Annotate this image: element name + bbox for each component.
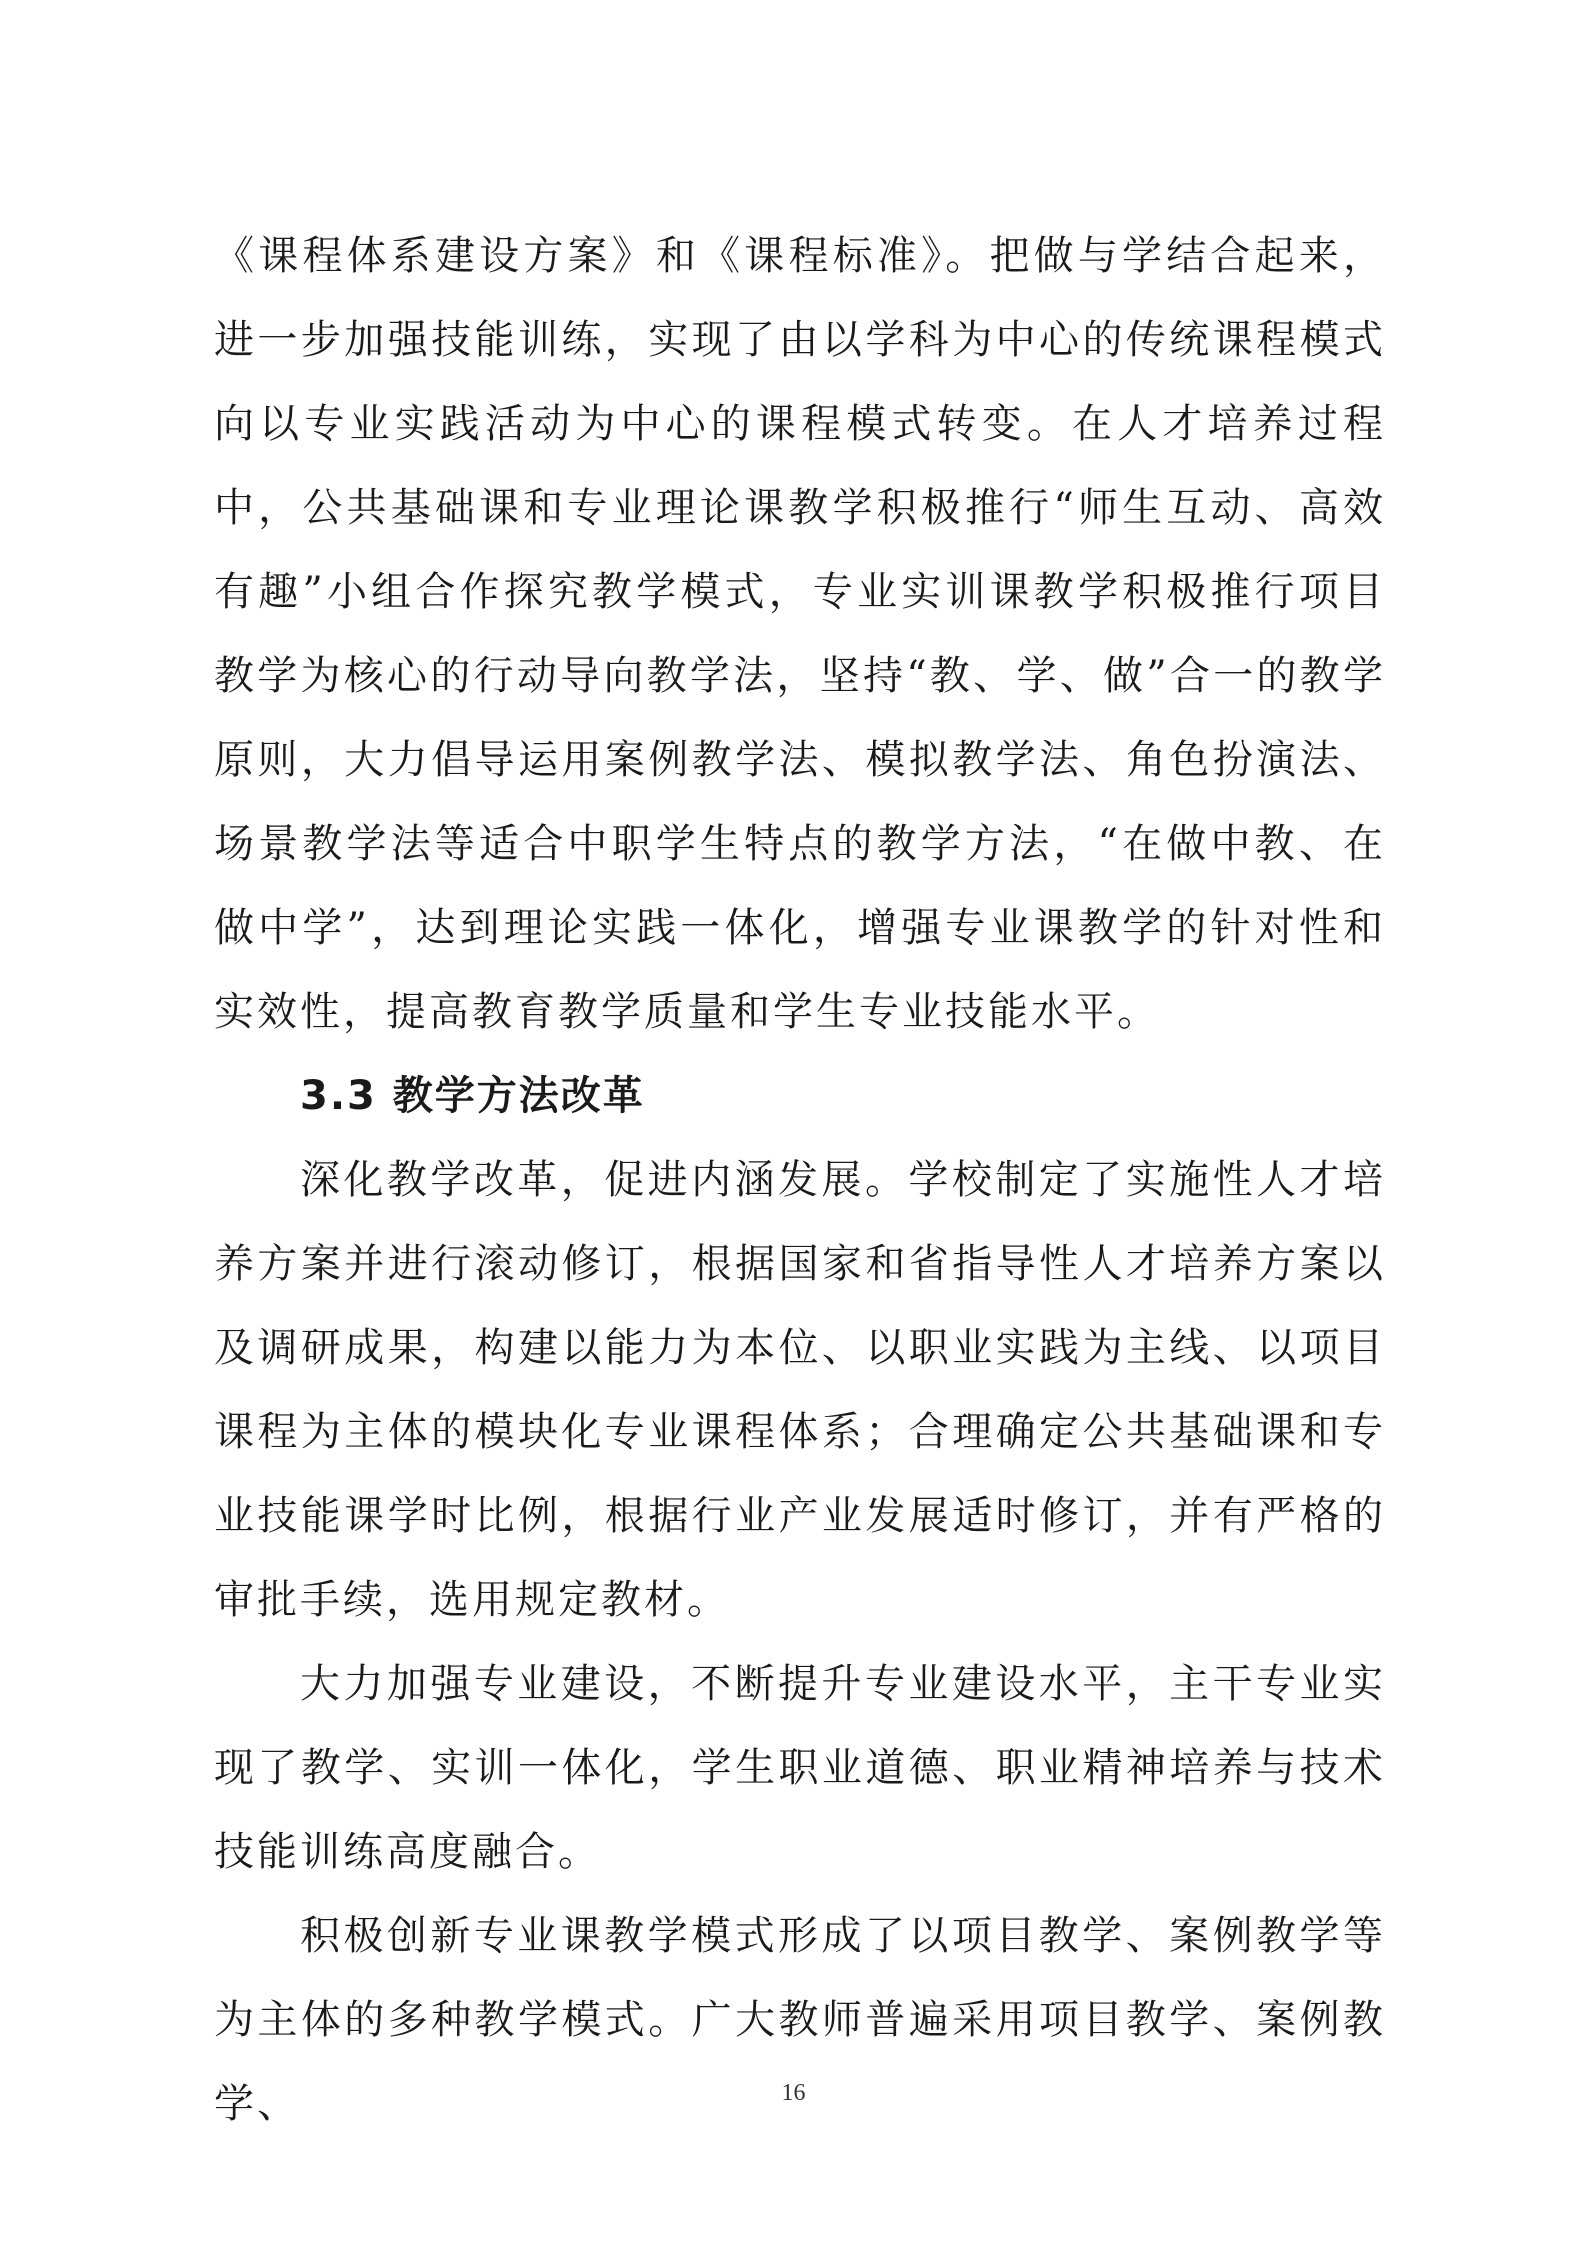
page-number: 16: [781, 2080, 806, 2106]
paragraph-specialty-construction: 大力加强专业建设，不断提升专业建设水平，主干专业实现了教学、实训一体化，学生职业道德、职业精神培养与技术技能训练高度融合。: [214, 1661, 1386, 1875]
paragraph-teaching-reform: 深化教学改革，促进内涵发展。学校制定了实施性人才培养方案并进行滚动修订，根据国家和省指导性人才培养方案以及调研成果，构建以能力为本位、以职业实践为主线、以项目课程为主体的模块化专业课程体系；合理确定公共基础课和专业技能课学时比例，根据行业产业发展适时修订，并有严格的审批手续，选用规定教材。: [214, 1157, 1386, 1623]
section-heading: 3.3 教学方法改革: [300, 1073, 645, 1119]
paragraph-teaching-models: 积极创新专业课教学模式形成了以项目教学、案例教学等为主体的多种教学模式。广大教师普遍采用项目教学、案例教学、: [214, 1913, 1386, 2127]
paragraph-continued: 《课程体系建设方案》和《课程标准》。把做与学结合起来，进一步加强技能训练，实现了由以学科为中心的传统课程模式向以专业实践活动为中心的课程模式转变。在人才培养过程中，公共基础课和专业理论课教学积极推行“师生互动、高效有趣”小组合作探究教学模式，专业实训课教学积极推行项目教学为核心的行动导向教学法，坚持“教、学、做”合一的教学原则，大力倡导运用案例教学法、模拟教学法、角色扮演法、场景教学法等适合中职学生特点的教学方法，“在做中教、在做中学”，达到理论实践一体化，增强专业课教学的针对性和实效性，提高教育教学质量和学生专业技能水平。: [214, 233, 1386, 1035]
page-body: [214, 214, 1386, 2146]
